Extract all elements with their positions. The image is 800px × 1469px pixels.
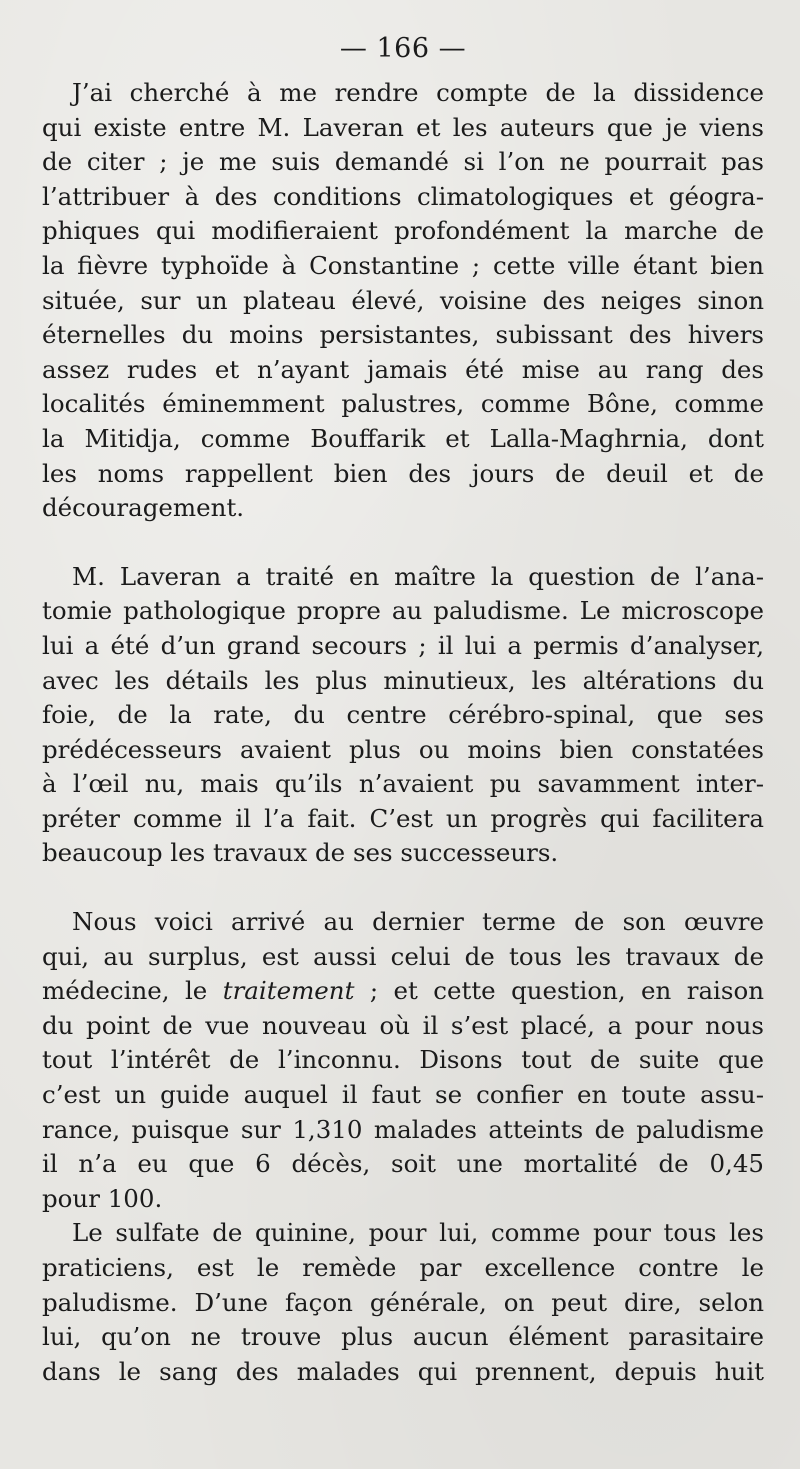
- text-line: tomie pathologique propre au paludisme. Le microscope: [42, 596, 764, 626]
- text-line: découragement.: [42, 493, 245, 523]
- text-line: rance, puisque sur 1,310 malades atteints de paludisme: [42, 1114, 764, 1144]
- paragraph-gap: [42, 526, 764, 560]
- text-line: assez rudes et n’ayant jamais été mise au rang des: [42, 354, 764, 384]
- text-line: phiques qui modifieraient profondément la marche de: [42, 216, 764, 246]
- line-suffix: ; et cette question, en raison: [354, 976, 764, 1006]
- paragraph-4: [42, 1216, 764, 1389]
- paragraph-2: [42, 560, 764, 871]
- text-line: les noms rappellent bien des jours de deuil et de: [42, 458, 764, 488]
- text-line: lui, qu’on ne trouve plus aucun élément parasitaire: [42, 1322, 764, 1352]
- text-line: du point de vue nouveau où il s’est placé, a pour nous: [42, 1010, 764, 1040]
- text-line: dans le sang des malades qui prennent, depuis huit: [42, 1356, 764, 1386]
- paragraph-gap: [42, 871, 764, 905]
- text-line: J’ai cherché à me rendre compte de la dissidence: [72, 78, 764, 107]
- text-line: la Mitidja, comme Bouffarik et Lalla-Maghrnia, dont: [42, 423, 764, 453]
- page-number: — 166 —: [339, 33, 467, 64]
- text-line: localités éminemment palustres, comme Bône, comme: [42, 389, 764, 419]
- text-line: Le sulfate de quinine, pour lui, comme pour tous les: [72, 1218, 764, 1248]
- text-line: l’attribuer à des conditions climatologiques et géogra-: [42, 181, 764, 211]
- text-line: éternelles du moins persistantes, subissant des hivers: [42, 320, 764, 350]
- line-prefix: médecine, le: [42, 976, 223, 1006]
- italic-term: traitement: [222, 976, 355, 1006]
- text-line-italic: [42, 974, 764, 1009]
- text-line: foie, de la rate, du centre cérébro-spinal, que ses: [42, 700, 764, 730]
- text-line: de citer ; je me suis demandé si l’on ne pourrait pas: [42, 147, 764, 177]
- text-line: la fièvre typhoïde à Constantine ; cette ville étant bien: [42, 250, 764, 280]
- text-line: à l’œil nu, mais qu’ils n’avaient pu savamment inter-: [42, 769, 764, 799]
- text-line: M. Laveran a traité en maître la question de l’ana-: [72, 561, 764, 591]
- text-line: avec les détails les plus minutieux, les altérations du: [42, 665, 764, 695]
- text-line: qui, au surplus, est aussi celui de tous les travaux de: [42, 941, 764, 971]
- text-line: Nous voici arrivé au dernier terme de son œuvre: [72, 907, 764, 937]
- text-line: paludisme. D’une façon générale, on peut dire, selon: [42, 1287, 764, 1317]
- paragraph-3: [42, 905, 764, 1216]
- text-line: prédécesseurs avaient plus ou moins bien constatées: [42, 734, 764, 764]
- text-line: beaucoup les travaux de ses successeurs.: [42, 838, 559, 868]
- text-line: lui a été d’un grand secours ; il lui a permis d’analyser,: [42, 630, 764, 660]
- text-line: tout l’intérêt de l’inconnu. Disons tout de suite que: [42, 1045, 764, 1075]
- text-line: c’est un guide auquel il faut se confier en toute assu-: [42, 1080, 764, 1110]
- text-line: pour 100.: [42, 1183, 163, 1213]
- text-line: il n’a eu que 6 décès, soit une mortalité de 0,45: [42, 1149, 764, 1179]
- text-line: située, sur un plateau élevé, voisine des neiges sinon: [42, 285, 764, 315]
- paragraph-1: [42, 76, 764, 526]
- text-line: qui existe entre M. Laveran et les auteurs que je viens: [42, 112, 764, 142]
- text-line: praticiens, est le remède par excellence contre le: [42, 1253, 764, 1282]
- text-line: préter comme il l’a fait. C’est un progrès qui facilitera: [42, 803, 764, 833]
